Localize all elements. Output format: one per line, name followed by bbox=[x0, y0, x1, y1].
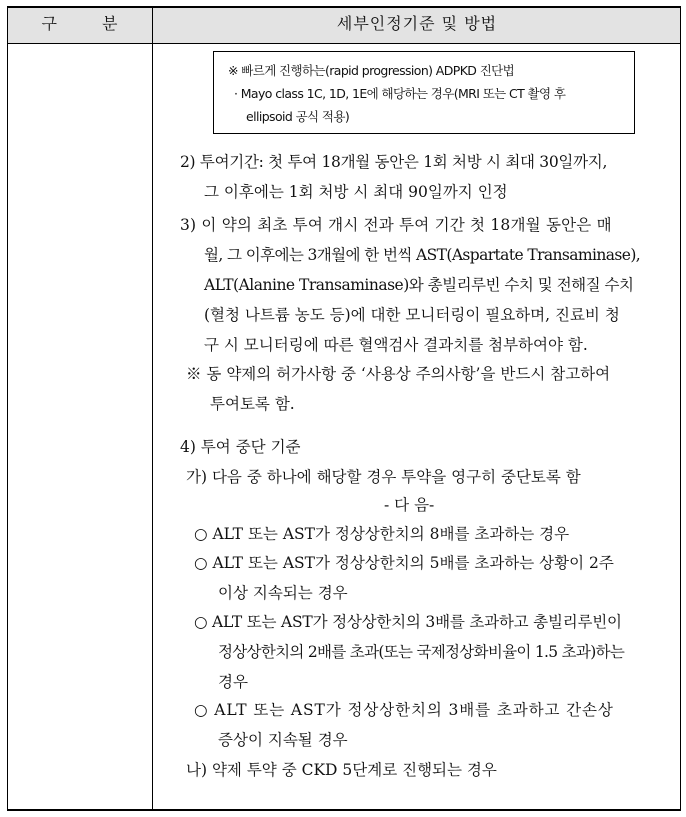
item3-line-1: 3) 이 약의 최초 투여 개시 전과 투여 기간 첫 18개월 동안은 매 bbox=[180, 216, 612, 234]
note-line-3: ellipsoid 공식 적용) bbox=[246, 109, 350, 124]
header-details: 세부인정기준 및 방법 bbox=[336, 14, 498, 33]
condition-1: ○ ALT 또는 AST가 정상상한치의 8배를 초과하는 경우 bbox=[194, 525, 570, 543]
note-line-2: · Mayo class 1C, 1D, 1E에 해당하는 경우(MRI 또는 CT 촬영 후 bbox=[234, 86, 566, 101]
item3-line-5: 구 시 모니터링에 따른 혈액검사 결과치를 첨부하여야 함. bbox=[204, 336, 588, 354]
condition-3-line-1: ○ ALT 또는 AST가 정상상한치의 3배를 초과하고 총빌리루빈이 bbox=[194, 613, 622, 631]
item4-following: - 다 음- bbox=[384, 496, 435, 514]
note-line-1: ※ 빠르게 진행하는(rapid progression) ADPKD 진단법 bbox=[228, 63, 515, 78]
item3-line-2: 월, 그 이후에는 3개월에 한 번씩 AST(Aspartate Transaminase), bbox=[204, 246, 641, 264]
caution-line-1: ※ 동 약제의 허가사항 중 ‘사용상 주의사항’을 반드시 참고하여 bbox=[186, 365, 611, 383]
rapid-progression-note-box bbox=[213, 51, 635, 134]
item4-b-line: 나) 약제 투약 중 CKD 5단계로 진행되는 경우 bbox=[186, 761, 497, 779]
caution-line-2: 투여토록 함. bbox=[210, 395, 295, 413]
item3-line-3: ALT(Alanine Transaminase)와 총빌리루빈 수치 및 전해질 수치 bbox=[204, 276, 634, 294]
condition-4-line-1: ○ ALT 또는 AST가 정상상한치의 3배를 초과하고 간손상 bbox=[194, 701, 614, 719]
item2-line-2: 그 이후에는 1회 처방 시 최대 90일까지 인정 bbox=[204, 183, 508, 201]
condition-2-line-2: 이상 지속되는 경우 bbox=[218, 584, 348, 602]
condition-3-line-2: 정상상한치의 2배를 초과(또는 국제정상화비율이 1.5 초과)하는 bbox=[218, 643, 625, 661]
item4-a-line: 가) 다음 중 하나에 해당할 경우 투약을 영구히 중단토록 함 bbox=[186, 468, 581, 486]
condition-2-line-1: ○ ALT 또는 AST가 정상상한치의 5배를 초과하는 상황이 2주 bbox=[194, 554, 614, 572]
item2-line-1: 2) 투여기간: 첫 투여 18개월 동안은 1회 처방 시 최대 30일까지, bbox=[180, 153, 608, 171]
header-category: 구 분 bbox=[41, 14, 138, 33]
item4-title: 4) 투여 중단 기준 bbox=[180, 438, 301, 456]
condition-3-line-3: 경우 bbox=[218, 673, 248, 691]
condition-4-line-2: 증상이 지속될 경우 bbox=[218, 731, 348, 749]
item3-line-4: (혈청 나트륨 농도 등)에 대한 모니터링이 필요하며, 진료비 청 bbox=[204, 306, 620, 324]
